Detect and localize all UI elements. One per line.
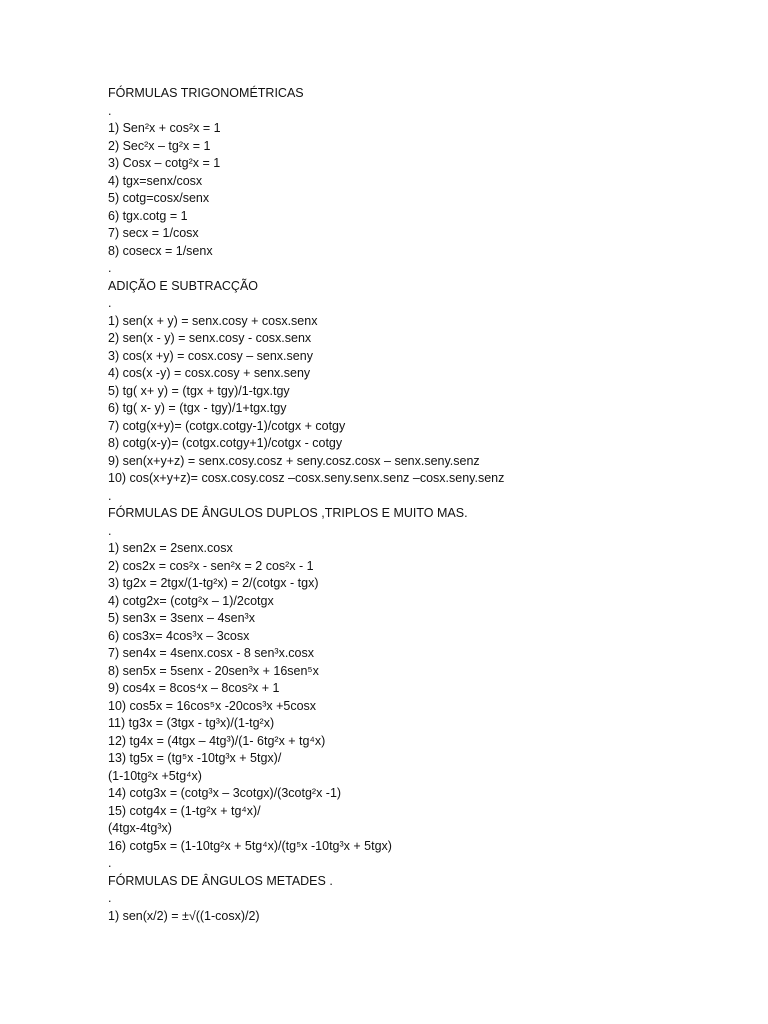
document-line: 11) tg3x = (3tgx - tg³x)/(1-tg²x) bbox=[108, 716, 275, 730]
document-line: ADIÇÃO E SUBTRACÇÃO bbox=[108, 278, 259, 293]
document-line: 7) secx = 1/cosx bbox=[108, 226, 199, 240]
document-line: 1) sen2x = 2senx.cosx bbox=[108, 541, 233, 555]
document-line: 9) sen(x+y+z) = senx.cosy.cosz + seny.cosz.cosx – senx.seny.senz bbox=[108, 453, 480, 468]
document-line: 3) tg2x = 2tgx/(1-tg²x) = 2/(cotgx - tgx) bbox=[108, 576, 319, 590]
document-line: 8) cotg(x-y)= (cotgx.cotgy+1)/cotgx - cotgy bbox=[108, 436, 343, 450]
document-line: 2) Sec²x – tg²x = 1 bbox=[108, 138, 211, 153]
document-line: 10) cos5x = 16cos⁵x -20cos³x +5cosx bbox=[108, 698, 317, 713]
document-line: . bbox=[108, 523, 112, 538]
document-line: . bbox=[108, 488, 112, 503]
document-line: 8) cosecx = 1/senx bbox=[108, 243, 213, 258]
document-line: 6) tg( x- y) = (tgx - tgy)/1+tgx.tgy bbox=[108, 401, 287, 415]
document-line: 4) cotg2x= (cotg²x – 1)/2cotgx bbox=[108, 593, 274, 608]
document-line: . bbox=[108, 261, 112, 275]
document-line: FÓRMULAS DE ÂNGULOS DUPLOS ,TRIPLOS E MUITO MAS. bbox=[108, 506, 468, 520]
document-line: 9) cos4x = 8cos⁴x – 8cos²x + 1 bbox=[108, 681, 280, 695]
document-line: 12) tg4x = (4tgx – 4tg³)/(1- 6tg²x + tg⁴x) bbox=[108, 733, 326, 748]
document-line: 2) sen(x - y) = senx.cosy - cosx.senx bbox=[108, 331, 312, 345]
document-line: 16) cotg5x = (1-10tg²x + 5tg⁴x)/(tg⁵x -10tg³x + 5tgx) bbox=[108, 838, 392, 853]
document-line: 1) sen(x/2) = ±√((1-cosx)/2) bbox=[108, 908, 260, 923]
document-line: 4) tgx=senx/cosx bbox=[108, 173, 203, 188]
document-line: . bbox=[108, 103, 112, 118]
formula-document bbox=[108, 85, 748, 925]
document-line: 5) sen3x = 3senx – 4sen³x bbox=[108, 611, 255, 625]
document-line: . bbox=[108, 891, 112, 905]
document-line: 8) sen5x = 5senx - 20sen³x + 16sen⁵x bbox=[108, 663, 319, 678]
document-line: 6) cos3x= 4cos³x – 3cosx bbox=[108, 628, 250, 643]
document-line: 1) sen(x + y) = senx.cosy + cosx.senx bbox=[108, 313, 318, 328]
document-line: (1-10tg²x +5tg⁴x) bbox=[108, 768, 202, 783]
document-line: 5) tg( x+ y) = (tgx + tgy)/1-tgx.tgy bbox=[108, 383, 290, 398]
document-line: 5) cotg=cosx/senx bbox=[108, 191, 210, 205]
document-line: FÓRMULAS DE ÂNGULOS METADES . bbox=[108, 873, 333, 888]
document-line: 13) tg5x = (tg⁵x -10tg³x + 5tgx)/ bbox=[108, 751, 282, 765]
document-line: 10) cos(x+y+z)= cosx.cosy.cosz –cosx.seny.senx.senz –cosx.seny.senz bbox=[108, 471, 505, 485]
document-line: . bbox=[108, 296, 112, 310]
document-line: 15) cotg4x = (1-tg²x + tg⁴x)/ bbox=[108, 803, 261, 818]
document-line: 7) sen4x = 4senx.cosx - 8 sen³x.cosx bbox=[108, 646, 314, 660]
document-line: 3) Cosx – cotg²x = 1 bbox=[108, 156, 221, 170]
document-line: . bbox=[108, 856, 112, 870]
document-line: 3) cos(x +y) = cosx.cosy – senx.seny bbox=[108, 348, 313, 363]
document-line: 6) tgx.cotg = 1 bbox=[108, 208, 188, 223]
document-line: 14) cotg3x = (cotg³x – 3cotgx)/(3cotg²x -1) bbox=[108, 786, 342, 800]
document-line: (4tgx-4tg³x) bbox=[108, 821, 172, 835]
document-line: 4) cos(x -y) = cosx.cosy + senx.seny bbox=[108, 366, 311, 380]
document-line: 2) cos2x = cos²x - sen²x = 2 cos²x - 1 bbox=[108, 558, 314, 573]
document-line: FÓRMULAS TRIGONOMÉTRICAS bbox=[108, 86, 304, 100]
document-line: 7) cotg(x+y)= (cotgx.cotgy-1)/cotgx + cotgy bbox=[108, 418, 346, 433]
document-line: 1) Sen²x + cos²x = 1 bbox=[108, 121, 221, 135]
